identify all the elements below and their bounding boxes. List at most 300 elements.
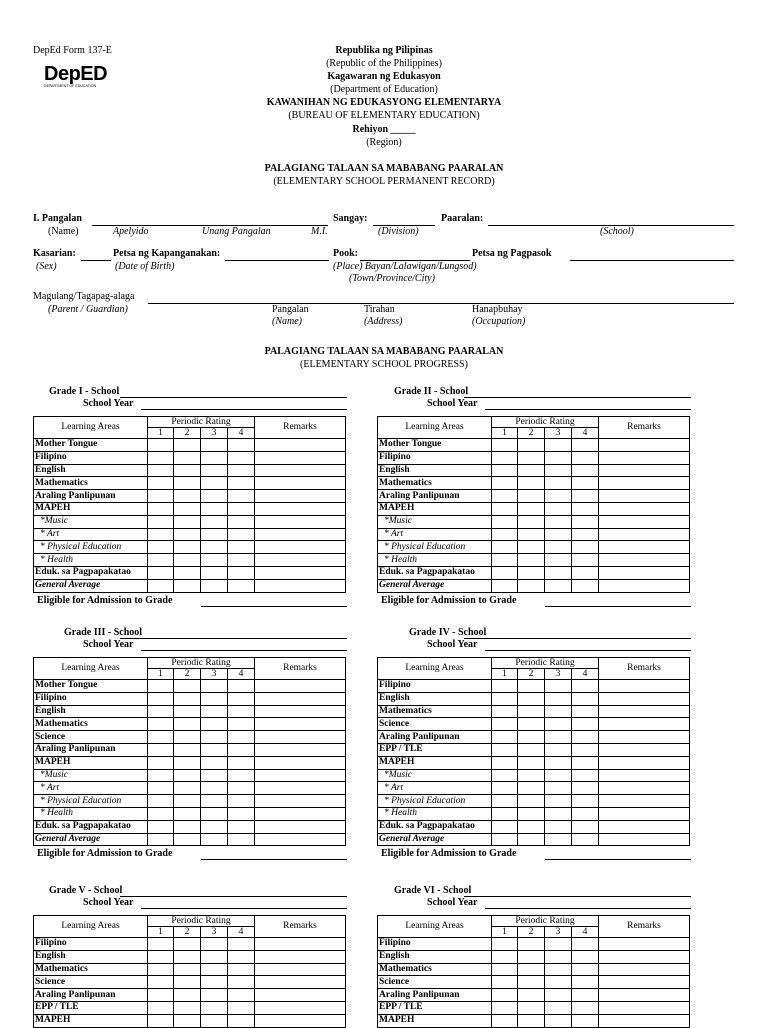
- rating-cell-q1[interactable]: [492, 439, 518, 452]
- rating-cell-q2[interactable]: [518, 502, 545, 515]
- remarks-cell[interactable]: [255, 464, 346, 477]
- rating-cell-q3[interactable]: [545, 566, 572, 579]
- rating-cell-q2[interactable]: [518, 976, 545, 989]
- rating-cell-q1[interactable]: [148, 731, 174, 744]
- rating-cell-q2[interactable]: [174, 833, 201, 846]
- rating-cell-q1[interactable]: [492, 490, 518, 503]
- remarks-cell[interactable]: [599, 502, 690, 515]
- remarks-cell[interactable]: [255, 795, 346, 808]
- rating-cell-q4[interactable]: [228, 502, 255, 515]
- school-name-line[interactable]: [120, 896, 347, 897]
- rating-cell-q1[interactable]: [148, 705, 174, 718]
- rating-cell-q4[interactable]: [228, 820, 255, 833]
- remarks-cell[interactable]: [599, 464, 690, 477]
- remarks-cell[interactable]: [255, 502, 346, 515]
- rating-cell-q4[interactable]: [228, 950, 255, 963]
- rating-cell-q4[interactable]: [228, 692, 255, 705]
- rating-cell-q2[interactable]: [174, 820, 201, 833]
- rating-cell-q4[interactable]: [572, 477, 599, 490]
- remarks-cell[interactable]: [255, 554, 346, 567]
- rating-cell-q3[interactable]: [545, 807, 572, 820]
- remarks-cell[interactable]: [599, 718, 690, 731]
- remarks-cell[interactable]: [255, 718, 346, 731]
- rating-cell-q3[interactable]: [545, 820, 572, 833]
- rating-cell-q3[interactable]: [201, 451, 228, 464]
- rating-cell-q1[interactable]: [492, 541, 518, 554]
- rating-cell-q2[interactable]: [174, 502, 201, 515]
- rating-cell-q3[interactable]: [545, 490, 572, 503]
- rating-cell-q3[interactable]: [201, 769, 228, 782]
- remarks-cell[interactable]: [255, 490, 346, 503]
- rating-cell-q4[interactable]: [228, 515, 255, 528]
- rating-cell-q2[interactable]: [518, 490, 545, 503]
- rating-cell-q1[interactable]: [492, 1014, 518, 1027]
- rating-cell-q2[interactable]: [174, 718, 201, 731]
- remarks-cell[interactable]: [599, 554, 690, 567]
- rating-cell-q4[interactable]: [572, 490, 599, 503]
- rating-cell-q4[interactable]: [228, 439, 255, 452]
- rating-cell-q3[interactable]: [201, 1014, 228, 1027]
- rating-cell-q3[interactable]: [201, 938, 228, 951]
- rating-cell-q3[interactable]: [545, 731, 572, 744]
- rating-cell-q2[interactable]: [518, 795, 545, 808]
- rating-cell-q2[interactable]: [518, 1014, 545, 1027]
- remarks-cell[interactable]: [255, 528, 346, 541]
- rating-cell-q3[interactable]: [201, 477, 228, 490]
- rating-cell-q2[interactable]: [518, 566, 545, 579]
- rating-cell-q2[interactable]: [174, 705, 201, 718]
- rating-cell-q1[interactable]: [492, 782, 518, 795]
- rating-cell-q4[interactable]: [572, 782, 599, 795]
- rating-cell-q2[interactable]: [174, 743, 201, 756]
- rating-cell-q1[interactable]: [148, 820, 174, 833]
- rating-cell-q2[interactable]: [174, 464, 201, 477]
- rating-cell-q4[interactable]: [228, 989, 255, 1002]
- rating-cell-q3[interactable]: [545, 680, 572, 693]
- rating-cell-q1[interactable]: [492, 579, 518, 592]
- rating-cell-q1[interactable]: [148, 963, 174, 976]
- rating-cell-q1[interactable]: [148, 477, 174, 490]
- rating-cell-q2[interactable]: [174, 451, 201, 464]
- rating-cell-q3[interactable]: [201, 490, 228, 503]
- rating-cell-q4[interactable]: [228, 963, 255, 976]
- rating-cell-q2[interactable]: [174, 439, 201, 452]
- rating-cell-q1[interactable]: [148, 451, 174, 464]
- rating-cell-q2[interactable]: [518, 756, 545, 769]
- rating-cell-q1[interactable]: [148, 795, 174, 808]
- rating-cell-q4[interactable]: [572, 579, 599, 592]
- rating-cell-q1[interactable]: [148, 782, 174, 795]
- rating-cell-q4[interactable]: [572, 976, 599, 989]
- rating-cell-q2[interactable]: [174, 807, 201, 820]
- rating-cell-q2[interactable]: [174, 579, 201, 592]
- rating-cell-q2[interactable]: [174, 1001, 201, 1014]
- school-year-line[interactable]: [485, 650, 691, 651]
- rating-cell-q2[interactable]: [174, 515, 201, 528]
- rating-cell-q4[interactable]: [228, 782, 255, 795]
- rating-cell-q4[interactable]: [228, 743, 255, 756]
- rating-cell-q4[interactable]: [572, 1001, 599, 1014]
- remarks-cell[interactable]: [599, 769, 690, 782]
- rating-cell-q3[interactable]: [201, 756, 228, 769]
- remarks-cell[interactable]: [599, 490, 690, 503]
- rating-cell-q1[interactable]: [492, 566, 518, 579]
- remarks-cell[interactable]: [255, 439, 346, 452]
- rating-cell-q4[interactable]: [228, 756, 255, 769]
- rating-cell-q2[interactable]: [518, 807, 545, 820]
- rating-cell-q3[interactable]: [201, 731, 228, 744]
- rating-cell-q1[interactable]: [492, 963, 518, 976]
- rating-cell-q4[interactable]: [572, 820, 599, 833]
- rating-cell-q2[interactable]: [174, 566, 201, 579]
- rating-cell-q1[interactable]: [148, 807, 174, 820]
- rating-cell-q4[interactable]: [572, 566, 599, 579]
- rating-cell-q2[interactable]: [174, 795, 201, 808]
- remarks-cell[interactable]: [255, 820, 346, 833]
- rating-cell-q3[interactable]: [545, 938, 572, 951]
- rating-cell-q1[interactable]: [148, 490, 174, 503]
- rating-cell-q1[interactable]: [492, 976, 518, 989]
- rating-cell-q1[interactable]: [492, 718, 518, 731]
- rating-cell-q3[interactable]: [545, 718, 572, 731]
- remarks-cell[interactable]: [599, 705, 690, 718]
- rating-cell-q1[interactable]: [492, 820, 518, 833]
- rating-cell-q2[interactable]: [174, 692, 201, 705]
- rating-cell-q3[interactable]: [201, 833, 228, 846]
- rating-cell-q3[interactable]: [545, 554, 572, 567]
- rating-cell-q2[interactable]: [174, 1014, 201, 1027]
- entry-date-line[interactable]: [570, 260, 734, 261]
- eligible-grade-line[interactable]: [201, 859, 347, 860]
- rating-cell-q4[interactable]: [572, 718, 599, 731]
- rating-cell-q2[interactable]: [518, 554, 545, 567]
- rating-cell-q4[interactable]: [572, 833, 599, 846]
- rating-cell-q4[interactable]: [572, 963, 599, 976]
- rating-cell-q3[interactable]: [545, 705, 572, 718]
- remarks-cell[interactable]: [255, 680, 346, 693]
- remarks-cell[interactable]: [255, 769, 346, 782]
- rating-cell-q3[interactable]: [201, 705, 228, 718]
- rating-cell-q3[interactable]: [201, 989, 228, 1002]
- rating-cell-q4[interactable]: [572, 528, 599, 541]
- rating-cell-q4[interactable]: [228, 718, 255, 731]
- rating-cell-q2[interactable]: [518, 439, 545, 452]
- rating-cell-q4[interactable]: [572, 989, 599, 1002]
- remarks-cell[interactable]: [255, 692, 346, 705]
- rating-cell-q2[interactable]: [174, 477, 201, 490]
- remarks-cell[interactable]: [599, 477, 690, 490]
- rating-cell-q2[interactable]: [518, 743, 545, 756]
- remarks-cell[interactable]: [599, 950, 690, 963]
- rating-cell-q3[interactable]: [201, 950, 228, 963]
- rating-cell-q4[interactable]: [228, 541, 255, 554]
- remarks-cell[interactable]: [255, 451, 346, 464]
- rating-cell-q3[interactable]: [545, 769, 572, 782]
- rating-cell-q3[interactable]: [201, 743, 228, 756]
- rating-cell-q4[interactable]: [572, 692, 599, 705]
- eligible-grade-line[interactable]: [201, 606, 347, 607]
- rating-cell-q1[interactable]: [148, 756, 174, 769]
- rating-cell-q2[interactable]: [174, 782, 201, 795]
- rating-cell-q1[interactable]: [492, 515, 518, 528]
- rating-cell-q1[interactable]: [492, 769, 518, 782]
- rating-cell-q3[interactable]: [545, 1001, 572, 1014]
- rating-cell-q4[interactable]: [572, 705, 599, 718]
- remarks-cell[interactable]: [255, 541, 346, 554]
- remarks-cell[interactable]: [599, 976, 690, 989]
- rating-cell-q4[interactable]: [228, 731, 255, 744]
- rating-cell-q2[interactable]: [518, 705, 545, 718]
- rating-cell-q1[interactable]: [148, 743, 174, 756]
- rating-cell-q4[interactable]: [572, 464, 599, 477]
- rating-cell-q2[interactable]: [518, 579, 545, 592]
- rating-cell-q1[interactable]: [492, 464, 518, 477]
- rating-cell-q1[interactable]: [492, 807, 518, 820]
- rating-cell-q2[interactable]: [518, 833, 545, 846]
- rating-cell-q4[interactable]: [228, 938, 255, 951]
- rating-cell-q1[interactable]: [492, 451, 518, 464]
- remarks-cell[interactable]: [255, 731, 346, 744]
- rating-cell-q2[interactable]: [174, 938, 201, 951]
- rating-cell-q3[interactable]: [201, 782, 228, 795]
- remarks-cell[interactable]: [599, 515, 690, 528]
- rating-cell-q2[interactable]: [174, 950, 201, 963]
- rating-cell-q4[interactable]: [572, 731, 599, 744]
- rating-cell-q1[interactable]: [148, 579, 174, 592]
- rating-cell-q1[interactable]: [148, 464, 174, 477]
- remarks-cell[interactable]: [255, 566, 346, 579]
- rating-cell-q2[interactable]: [518, 950, 545, 963]
- rating-cell-q2[interactable]: [518, 541, 545, 554]
- rating-cell-q3[interactable]: [201, 692, 228, 705]
- rating-cell-q3[interactable]: [201, 820, 228, 833]
- rating-cell-q4[interactable]: [572, 439, 599, 452]
- remarks-cell[interactable]: [255, 515, 346, 528]
- rating-cell-q4[interactable]: [572, 451, 599, 464]
- rating-cell-q3[interactable]: [545, 541, 572, 554]
- remarks-cell[interactable]: [599, 963, 690, 976]
- rating-cell-q2[interactable]: [518, 989, 545, 1002]
- rating-cell-q1[interactable]: [492, 743, 518, 756]
- rating-cell-q4[interactable]: [228, 528, 255, 541]
- rating-cell-q1[interactable]: [148, 541, 174, 554]
- remarks-cell[interactable]: [599, 566, 690, 579]
- remarks-cell[interactable]: [255, 579, 346, 592]
- rating-cell-q3[interactable]: [201, 963, 228, 976]
- rating-cell-q3[interactable]: [201, 976, 228, 989]
- rating-cell-q2[interactable]: [518, 477, 545, 490]
- rating-cell-q1[interactable]: [492, 554, 518, 567]
- rating-cell-q1[interactable]: [148, 502, 174, 515]
- rating-cell-q4[interactable]: [572, 515, 599, 528]
- rating-cell-q2[interactable]: [518, 515, 545, 528]
- rating-cell-q2[interactable]: [174, 769, 201, 782]
- remarks-cell[interactable]: [599, 731, 690, 744]
- remarks-cell[interactable]: [255, 963, 346, 976]
- rating-cell-q1[interactable]: [148, 528, 174, 541]
- school-year-line[interactable]: [141, 908, 347, 909]
- rating-cell-q1[interactable]: [148, 950, 174, 963]
- rating-cell-q4[interactable]: [572, 680, 599, 693]
- remarks-cell[interactable]: [255, 1014, 346, 1027]
- remarks-cell[interactable]: [599, 795, 690, 808]
- rating-cell-q3[interactable]: [545, 477, 572, 490]
- rating-cell-q4[interactable]: [228, 554, 255, 567]
- rating-cell-q1[interactable]: [492, 950, 518, 963]
- remarks-cell[interactable]: [599, 782, 690, 795]
- rating-cell-q4[interactable]: [228, 1001, 255, 1014]
- rating-cell-q2[interactable]: [518, 451, 545, 464]
- remarks-cell[interactable]: [255, 705, 346, 718]
- rating-cell-q4[interactable]: [228, 1014, 255, 1027]
- remarks-cell[interactable]: [255, 743, 346, 756]
- dob-line[interactable]: [225, 260, 329, 261]
- rating-cell-q3[interactable]: [201, 464, 228, 477]
- remarks-cell[interactable]: [255, 1001, 346, 1014]
- rating-cell-q1[interactable]: [492, 756, 518, 769]
- rating-cell-q2[interactable]: [174, 490, 201, 503]
- rating-cell-q2[interactable]: [174, 963, 201, 976]
- rating-cell-q3[interactable]: [201, 718, 228, 731]
- rating-cell-q4[interactable]: [228, 795, 255, 808]
- rating-cell-q2[interactable]: [518, 938, 545, 951]
- rating-cell-q2[interactable]: [174, 554, 201, 567]
- rating-cell-q4[interactable]: [572, 541, 599, 554]
- rating-cell-q1[interactable]: [148, 833, 174, 846]
- remarks-cell[interactable]: [255, 833, 346, 846]
- rating-cell-q4[interactable]: [228, 833, 255, 846]
- remarks-cell[interactable]: [599, 743, 690, 756]
- rating-cell-q3[interactable]: [201, 528, 228, 541]
- remarks-cell[interactable]: [599, 451, 690, 464]
- rating-cell-q4[interactable]: [228, 566, 255, 579]
- rating-cell-q4[interactable]: [572, 795, 599, 808]
- rating-cell-q3[interactable]: [545, 515, 572, 528]
- rating-cell-q2[interactable]: [518, 963, 545, 976]
- rating-cell-q2[interactable]: [174, 989, 201, 1002]
- rating-cell-q2[interactable]: [174, 756, 201, 769]
- rating-cell-q1[interactable]: [148, 769, 174, 782]
- school-name-line[interactable]: [464, 397, 691, 398]
- rating-cell-q1[interactable]: [492, 1001, 518, 1014]
- rating-cell-q2[interactable]: [518, 731, 545, 744]
- rating-cell-q3[interactable]: [201, 807, 228, 820]
- rating-cell-q3[interactable]: [201, 680, 228, 693]
- rating-cell-q1[interactable]: [148, 1001, 174, 1014]
- rating-cell-q4[interactable]: [228, 705, 255, 718]
- remarks-cell[interactable]: [255, 989, 346, 1002]
- rating-cell-q4[interactable]: [228, 680, 255, 693]
- rating-cell-q3[interactable]: [545, 1014, 572, 1027]
- rating-cell-q4[interactable]: [228, 976, 255, 989]
- remarks-cell[interactable]: [599, 938, 690, 951]
- remarks-cell[interactable]: [255, 950, 346, 963]
- rating-cell-q4[interactable]: [228, 769, 255, 782]
- rating-cell-q1[interactable]: [492, 528, 518, 541]
- rating-cell-q3[interactable]: [545, 782, 572, 795]
- rating-cell-q4[interactable]: [572, 502, 599, 515]
- rating-cell-q2[interactable]: [518, 1001, 545, 1014]
- rating-cell-q3[interactable]: [545, 579, 572, 592]
- remarks-cell[interactable]: [599, 756, 690, 769]
- rating-cell-q3[interactable]: [545, 692, 572, 705]
- rating-cell-q3[interactable]: [201, 1001, 228, 1014]
- remarks-cell[interactable]: [255, 938, 346, 951]
- rating-cell-q2[interactable]: [518, 769, 545, 782]
- remarks-cell[interactable]: [599, 541, 690, 554]
- rating-cell-q4[interactable]: [572, 938, 599, 951]
- remarks-cell[interactable]: [255, 756, 346, 769]
- rating-cell-q1[interactable]: [148, 566, 174, 579]
- rating-cell-q3[interactable]: [545, 976, 572, 989]
- rating-cell-q3[interactable]: [545, 743, 572, 756]
- rating-cell-q3[interactable]: [545, 989, 572, 1002]
- remarks-cell[interactable]: [599, 1001, 690, 1014]
- rating-cell-q4[interactable]: [228, 477, 255, 490]
- rating-cell-q3[interactable]: [545, 502, 572, 515]
- rating-cell-q3[interactable]: [545, 756, 572, 769]
- remarks-cell[interactable]: [599, 579, 690, 592]
- rating-cell-q2[interactable]: [174, 541, 201, 554]
- rating-cell-q1[interactable]: [492, 731, 518, 744]
- rating-cell-q3[interactable]: [545, 528, 572, 541]
- eligible-grade-line[interactable]: [545, 606, 691, 607]
- rating-cell-q2[interactable]: [518, 782, 545, 795]
- rating-cell-q4[interactable]: [572, 743, 599, 756]
- rating-cell-q2[interactable]: [518, 464, 545, 477]
- remarks-cell[interactable]: [599, 439, 690, 452]
- rating-cell-q3[interactable]: [201, 541, 228, 554]
- school-year-line[interactable]: [141, 650, 347, 651]
- rating-cell-q3[interactable]: [545, 451, 572, 464]
- remarks-cell[interactable]: [599, 820, 690, 833]
- rating-cell-q4[interactable]: [572, 950, 599, 963]
- rating-cell-q1[interactable]: [148, 976, 174, 989]
- school-name-line[interactable]: [120, 638, 347, 639]
- rating-cell-q3[interactable]: [201, 502, 228, 515]
- rating-cell-q2[interactable]: [174, 731, 201, 744]
- rating-cell-q3[interactable]: [545, 795, 572, 808]
- rating-cell-q4[interactable]: [572, 756, 599, 769]
- rating-cell-q1[interactable]: [148, 554, 174, 567]
- rating-cell-q3[interactable]: [545, 439, 572, 452]
- remarks-cell[interactable]: [599, 692, 690, 705]
- rating-cell-q1[interactable]: [148, 938, 174, 951]
- rating-cell-q3[interactable]: [545, 950, 572, 963]
- rating-cell-q1[interactable]: [148, 439, 174, 452]
- remarks-cell[interactable]: [599, 989, 690, 1002]
- rating-cell-q1[interactable]: [148, 680, 174, 693]
- rating-cell-q1[interactable]: [148, 718, 174, 731]
- remarks-cell[interactable]: [255, 477, 346, 490]
- school-year-line[interactable]: [485, 409, 691, 410]
- rating-cell-q1[interactable]: [492, 833, 518, 846]
- school-name-line[interactable]: [464, 638, 691, 639]
- parent-line[interactable]: [148, 303, 734, 304]
- rating-cell-q2[interactable]: [174, 528, 201, 541]
- rating-cell-q1[interactable]: [492, 502, 518, 515]
- rating-cell-q1[interactable]: [148, 1014, 174, 1027]
- rating-cell-q2[interactable]: [174, 976, 201, 989]
- school-year-line[interactable]: [141, 409, 347, 410]
- rating-cell-q1[interactable]: [492, 795, 518, 808]
- rating-cell-q2[interactable]: [174, 680, 201, 693]
- school-name-line[interactable]: [464, 896, 691, 897]
- rating-cell-q1[interactable]: [492, 680, 518, 693]
- remarks-cell[interactable]: [599, 528, 690, 541]
- remarks-cell[interactable]: [599, 807, 690, 820]
- remarks-cell[interactable]: [255, 782, 346, 795]
